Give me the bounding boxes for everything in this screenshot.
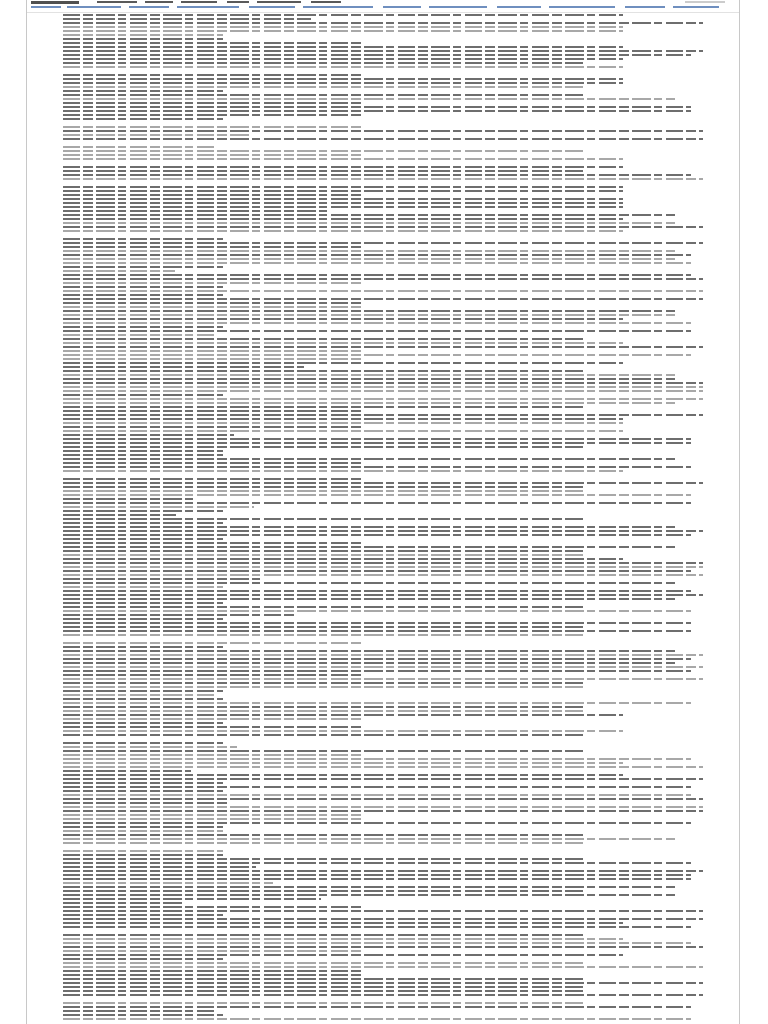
text-line — [63, 618, 223, 620]
toolbar-link[interactable] — [177, 6, 239, 8]
text-line — [63, 966, 703, 968]
text-line — [63, 386, 703, 388]
text-line — [63, 546, 675, 548]
text-line — [63, 970, 363, 972]
text-line — [63, 326, 223, 328]
toolbar-link[interactable] — [429, 6, 487, 8]
text-line — [63, 154, 363, 156]
window-title — [31, 1, 79, 4]
text-line — [63, 990, 583, 992]
text-line — [63, 910, 703, 912]
text-line — [63, 478, 363, 480]
text-line — [63, 242, 703, 244]
text-line — [63, 566, 703, 568]
text-line — [63, 574, 703, 576]
text-line — [63, 82, 623, 84]
text-line — [63, 826, 223, 828]
text-line — [63, 710, 583, 712]
text-line — [63, 534, 691, 536]
document-window — [26, 0, 740, 1024]
text-line — [63, 894, 675, 896]
text-line — [63, 286, 223, 288]
text-line — [63, 414, 703, 416]
text-line — [63, 26, 623, 28]
text-line — [63, 18, 311, 20]
text-line — [63, 190, 623, 192]
text-line — [63, 206, 623, 208]
text-line — [63, 250, 675, 252]
text-line — [63, 906, 363, 908]
text-line — [63, 842, 583, 844]
text-line — [63, 666, 703, 668]
text-line — [63, 958, 223, 960]
text-line — [63, 562, 703, 564]
text-line — [63, 794, 691, 796]
text-line — [63, 102, 363, 104]
text-line — [63, 1014, 223, 1016]
text-line — [63, 918, 703, 920]
text-line — [63, 322, 691, 324]
title-bar-text — [97, 1, 357, 4]
text-line — [63, 290, 703, 292]
text-line — [63, 554, 583, 556]
text-line — [63, 858, 583, 860]
toolbar-divider — [27, 12, 739, 13]
text-line — [63, 490, 583, 492]
text-line — [63, 170, 583, 172]
text-line — [63, 526, 675, 528]
text-line — [63, 1018, 691, 1020]
text-line — [63, 746, 237, 748]
toolbar-link[interactable] — [249, 6, 295, 8]
text-line — [63, 874, 691, 876]
text-line — [63, 734, 583, 736]
text-line — [63, 690, 223, 692]
text-line — [63, 358, 363, 360]
text-line — [63, 418, 623, 420]
text-line — [63, 346, 703, 348]
text-line — [63, 430, 623, 432]
text-line — [63, 186, 623, 188]
text-line — [63, 298, 703, 300]
text-line — [63, 454, 223, 456]
text-line — [63, 854, 223, 856]
text-line — [63, 426, 363, 428]
text-line — [63, 498, 193, 500]
text-line — [63, 538, 223, 540]
text-line — [63, 542, 363, 544]
text-line — [63, 822, 691, 824]
text-line — [63, 450, 223, 452]
text-line — [63, 58, 623, 60]
text-line — [63, 518, 583, 520]
text-line — [63, 330, 691, 332]
text-line — [63, 582, 675, 584]
text-line — [63, 806, 703, 808]
text-line — [63, 238, 223, 240]
text-line — [63, 782, 223, 784]
text-line — [63, 274, 691, 276]
text-line — [63, 410, 363, 412]
toolbar-link[interactable] — [625, 6, 665, 8]
text-line — [63, 950, 363, 952]
text-line — [63, 778, 703, 780]
text-line — [63, 646, 223, 648]
text-line — [63, 706, 583, 708]
text-line — [63, 698, 223, 700]
text-line — [63, 174, 691, 176]
text-line — [63, 230, 623, 232]
text-line — [63, 466, 691, 468]
text-line — [63, 258, 675, 260]
text-line — [63, 678, 703, 680]
text-line — [63, 598, 675, 600]
text-line — [63, 766, 703, 768]
text-line — [63, 530, 703, 532]
toolbar-link[interactable] — [497, 6, 541, 8]
text-line — [63, 622, 691, 624]
text-line — [63, 722, 223, 724]
text-line — [63, 898, 321, 900]
text-line — [63, 166, 623, 168]
text-line — [63, 390, 703, 392]
text-line — [63, 398, 703, 400]
text-line — [63, 42, 363, 44]
text-line — [63, 662, 675, 664]
text-line — [63, 870, 703, 872]
text-line — [63, 614, 294, 616]
text-line — [63, 610, 691, 612]
text-line — [63, 570, 691, 572]
text-line — [63, 214, 675, 216]
text-line — [63, 394, 223, 396]
text-line — [63, 306, 363, 308]
text-line — [63, 682, 583, 684]
text-line — [63, 882, 273, 884]
text-line — [63, 838, 675, 840]
text-line — [63, 314, 675, 316]
text-line — [63, 982, 703, 984]
text-line — [63, 754, 363, 756]
text-line — [63, 750, 583, 752]
text-line — [63, 798, 703, 800]
text-line — [63, 94, 583, 96]
text-line — [63, 458, 675, 460]
text-line — [63, 810, 703, 812]
text-line — [63, 514, 176, 516]
text-line — [63, 486, 583, 488]
text-line — [63, 366, 304, 368]
text-line — [63, 934, 583, 936]
text-line — [63, 742, 223, 744]
text-line — [63, 886, 675, 888]
text-line — [63, 938, 623, 940]
text-line — [63, 670, 691, 672]
text-line — [63, 994, 703, 996]
text-line — [63, 210, 328, 212]
text-line — [63, 86, 583, 88]
text-line — [63, 986, 583, 988]
toolbar-link[interactable] — [673, 6, 719, 8]
text-line — [63, 590, 691, 592]
text-line — [63, 50, 703, 52]
text-line — [63, 90, 223, 92]
text-line — [63, 658, 691, 660]
text-line — [63, 606, 583, 608]
text-line — [63, 126, 363, 128]
text-line — [63, 438, 691, 440]
text-line — [63, 222, 675, 224]
text-line — [63, 730, 623, 732]
text-line — [63, 1010, 214, 1012]
text-line — [63, 1006, 691, 1008]
window-controls[interactable] — [685, 1, 725, 3]
text-line — [63, 602, 223, 604]
text-line — [63, 890, 583, 892]
text-line — [63, 110, 691, 112]
text-line — [63, 22, 703, 24]
text-line — [63, 38, 223, 40]
text-line — [63, 946, 703, 948]
text-line — [63, 586, 223, 588]
text-line — [63, 198, 623, 200]
text-line — [63, 502, 691, 504]
text-line — [63, 726, 363, 728]
text-line — [63, 594, 703, 596]
text-line — [63, 294, 223, 296]
text-line — [63, 362, 623, 364]
text-line — [63, 914, 223, 916]
text-line — [63, 262, 691, 264]
text-line — [63, 878, 691, 880]
text-line — [63, 506, 254, 508]
text-line — [63, 642, 363, 644]
text-line — [63, 254, 691, 256]
text-line — [63, 342, 623, 344]
text-line — [63, 402, 675, 404]
text-line — [63, 830, 223, 832]
text-line — [63, 762, 623, 764]
text-line — [63, 158, 623, 160]
text-line — [63, 54, 691, 56]
text-line — [63, 130, 703, 132]
text-line — [63, 482, 703, 484]
text-line — [63, 202, 623, 204]
text-line — [63, 350, 363, 352]
text-line — [63, 106, 691, 108]
text-line — [63, 442, 691, 444]
text-line — [63, 650, 675, 652]
text-line — [63, 818, 363, 820]
text-line — [63, 802, 228, 804]
text-line — [63, 654, 703, 656]
text-line — [63, 694, 214, 696]
text-line — [63, 1002, 583, 1004]
text-line — [63, 422, 623, 424]
text-line — [63, 578, 261, 580]
text-line — [63, 266, 223, 268]
text-line — [63, 138, 703, 140]
text-line — [63, 902, 183, 904]
text-line — [63, 786, 691, 788]
text-line — [63, 862, 691, 864]
text-line — [63, 850, 223, 852]
text-line — [63, 226, 703, 228]
text-line — [63, 78, 623, 80]
text-line — [63, 194, 363, 196]
text-line — [63, 774, 623, 776]
text-line — [63, 686, 583, 688]
text-line — [63, 354, 691, 356]
text-line — [63, 134, 249, 136]
text-line — [63, 446, 583, 448]
text-line — [63, 942, 691, 944]
text-line — [63, 406, 583, 408]
text-line — [63, 278, 703, 280]
text-line — [63, 634, 583, 636]
text-line — [63, 34, 223, 36]
text-line — [63, 338, 583, 340]
text-line — [63, 66, 623, 68]
text-line — [63, 146, 217, 148]
text-line — [63, 470, 623, 472]
text-line — [63, 378, 675, 380]
document-body — [27, 14, 739, 1024]
text-line — [63, 718, 363, 720]
text-line — [63, 494, 691, 496]
text-line — [63, 714, 623, 716]
text-line — [63, 434, 234, 436]
toolbar-link[interactable] — [31, 6, 61, 8]
text-line — [63, 522, 223, 524]
text-line — [63, 462, 363, 464]
text-line — [63, 62, 583, 64]
text-line — [63, 374, 675, 376]
text-line — [63, 814, 363, 816]
text-line — [63, 558, 623, 560]
text-line — [63, 270, 175, 272]
toolbar-link[interactable] — [549, 6, 615, 8]
text-line — [63, 74, 363, 76]
text-line — [63, 310, 675, 312]
text-line — [63, 866, 256, 868]
text-line — [63, 702, 691, 704]
text-line — [63, 962, 583, 964]
text-line — [63, 974, 363, 976]
text-line — [63, 674, 363, 676]
text-line — [63, 978, 583, 980]
text-line — [63, 114, 363, 116]
toolbar-link[interactable] — [303, 6, 373, 8]
toolbar-link[interactable] — [129, 6, 169, 8]
text-line — [63, 382, 703, 384]
text-line — [63, 246, 363, 248]
text-line — [63, 790, 223, 792]
text-line — [63, 302, 363, 304]
text-line — [63, 178, 703, 180]
text-line — [63, 30, 623, 32]
text-line — [63, 770, 191, 772]
text-line — [63, 926, 691, 928]
text-line — [63, 14, 623, 16]
text-line — [63, 150, 583, 152]
text-line — [63, 758, 691, 760]
text-line — [63, 550, 583, 552]
text-line — [63, 334, 216, 336]
text-line — [63, 626, 583, 628]
toolbar-link[interactable] — [383, 6, 421, 8]
text-line — [63, 630, 691, 632]
text-line — [63, 370, 583, 372]
text-line — [63, 922, 623, 924]
text-line — [63, 46, 623, 48]
text-line — [63, 282, 363, 284]
text-line — [63, 834, 583, 836]
text-line — [63, 118, 223, 120]
toolbar-link[interactable] — [67, 6, 121, 8]
text-line — [63, 318, 623, 320]
text-line — [63, 510, 223, 512]
text-line — [63, 218, 623, 220]
text-line — [63, 98, 675, 100]
text-line — [63, 954, 623, 956]
